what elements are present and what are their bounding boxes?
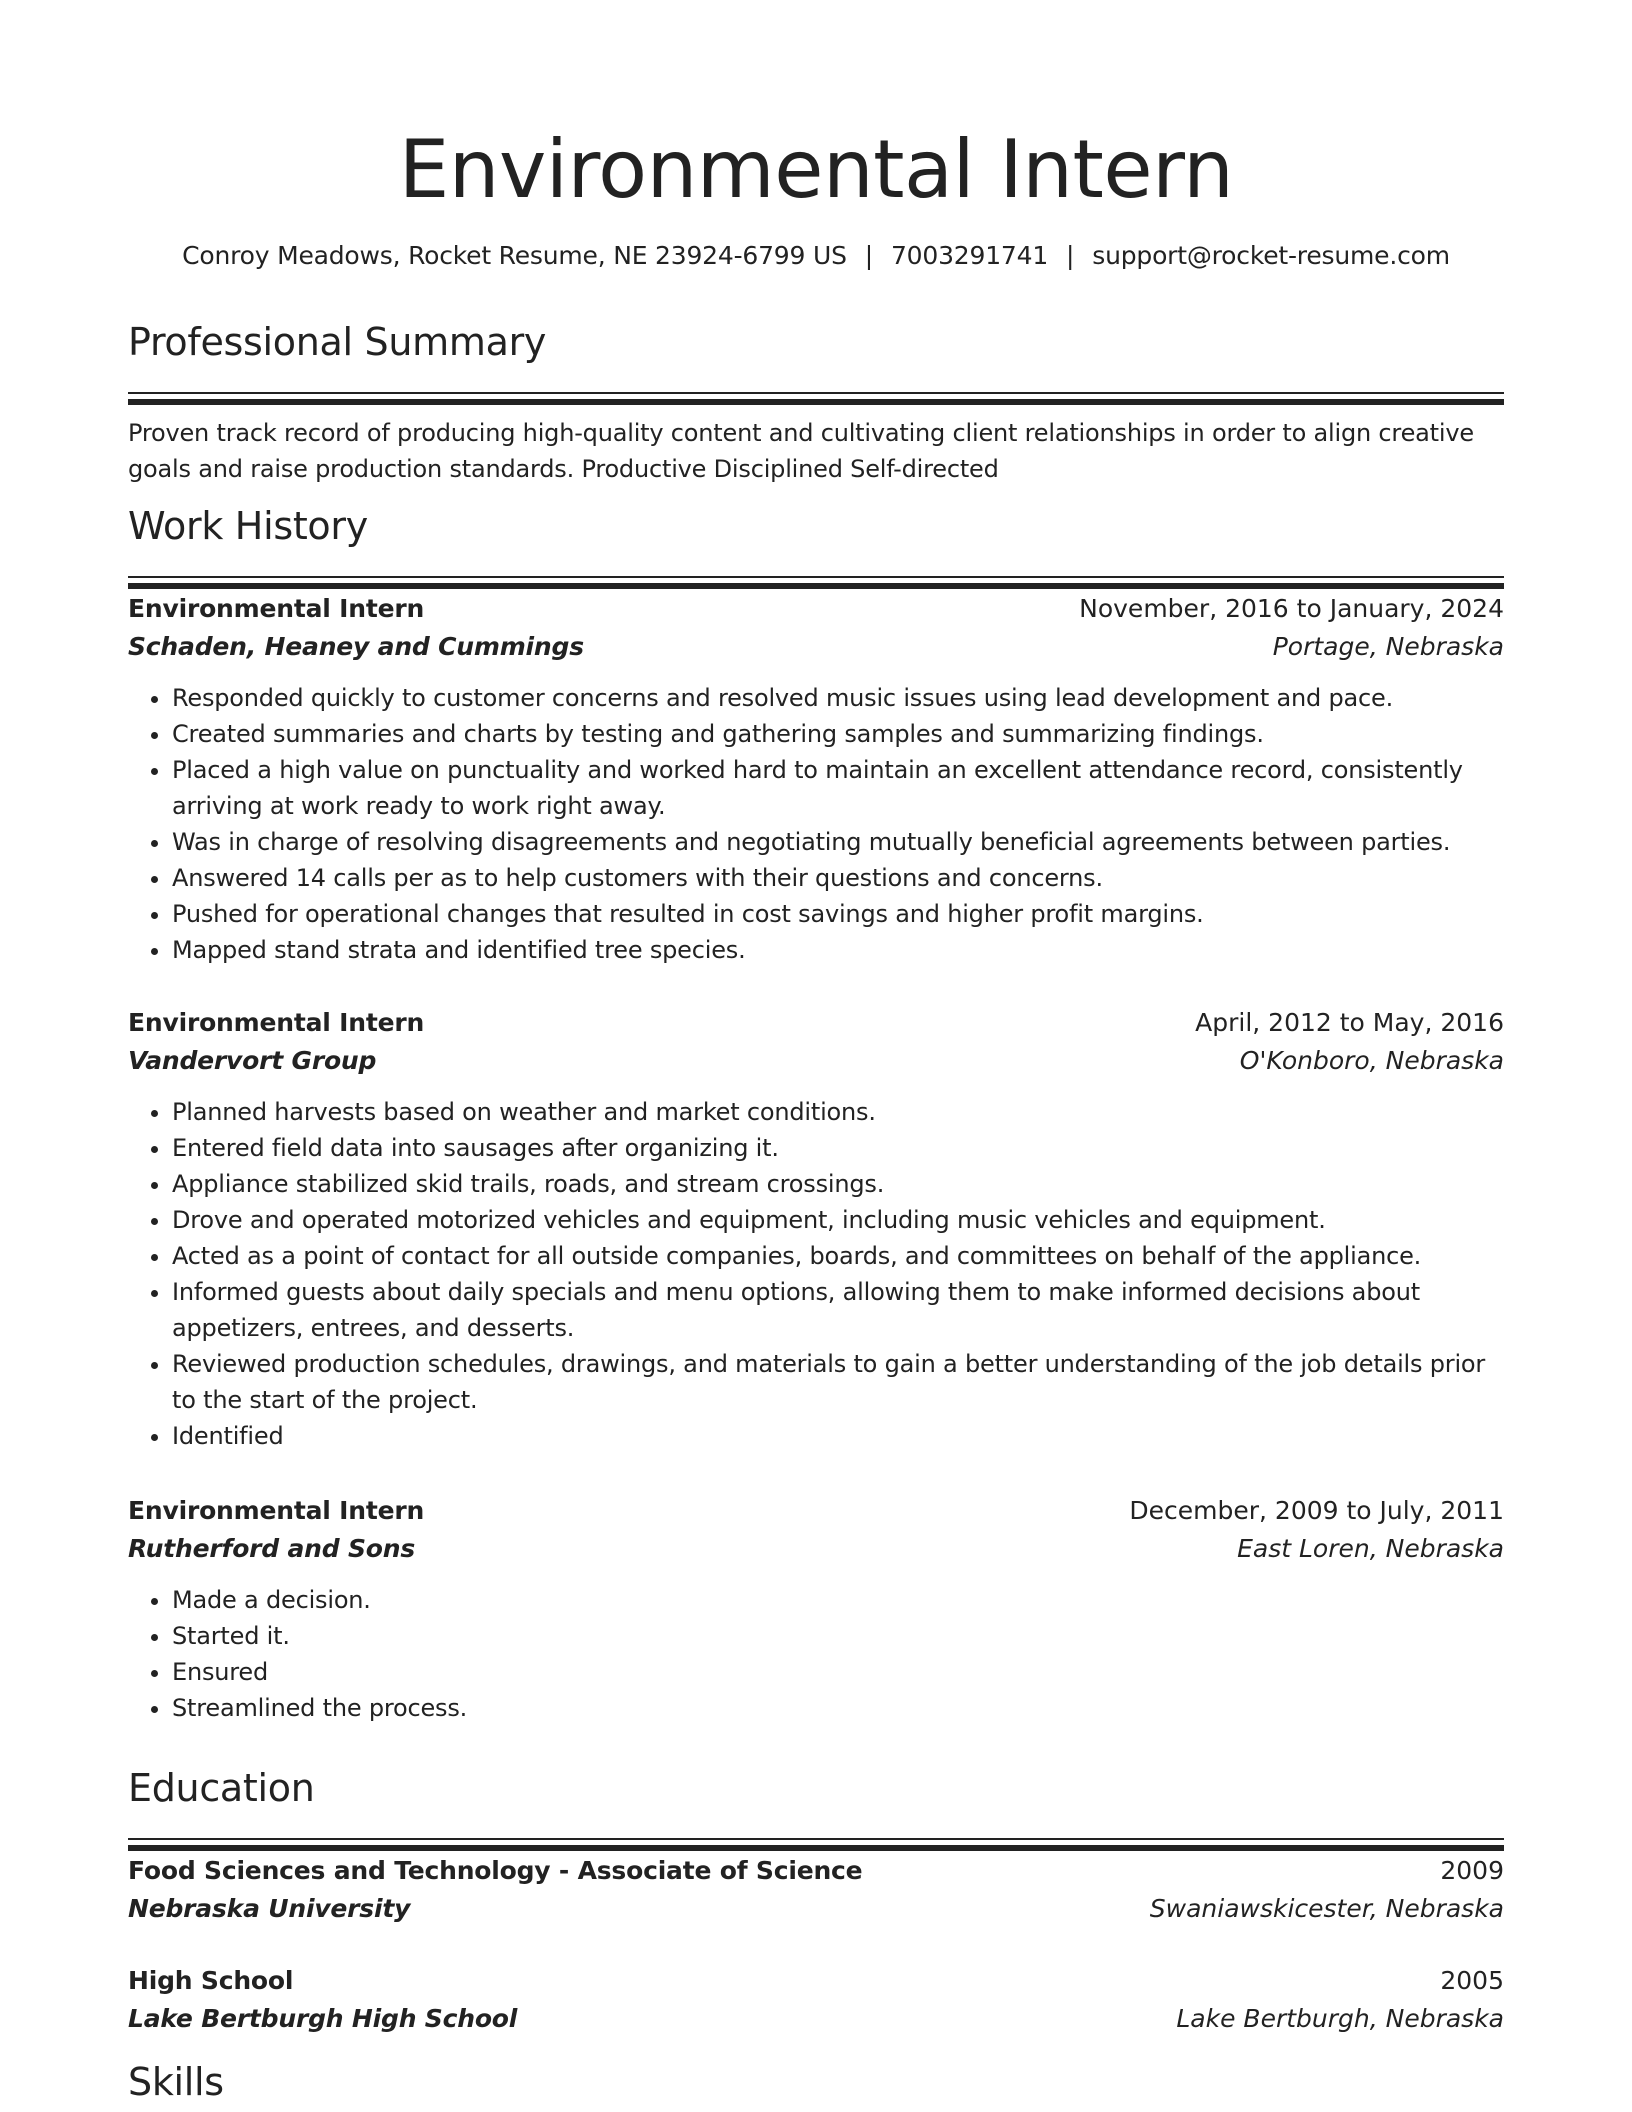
education-school: Lake Bertburgh High School (128, 2004, 518, 2033)
job-company: Vandervort Group (128, 1046, 377, 1075)
section-divider (128, 1838, 1504, 1840)
education-entry (128, 1962, 1504, 2038)
education-location: Lake Bertburgh, Nebraska (1176, 2004, 1504, 2033)
list-item: • Ensured (172, 1654, 1504, 1690)
education-entry (128, 1852, 1504, 1928)
job-company: Rutherford and Sons (128, 1534, 416, 1563)
work-history-section (128, 500, 1504, 578)
job-bullets (128, 1094, 1504, 1454)
job-location: East Loren, Nebraska (1237, 1534, 1504, 1563)
list-item: • Was in charge of resolving disagreements and negotiating mutually beneficial agreements between parties. (172, 824, 1504, 860)
skills-section (128, 2056, 1504, 2108)
job-bullets (128, 680, 1504, 968)
job-location: Portage, Nebraska (1272, 632, 1504, 661)
education-year: 2005 (1440, 1966, 1504, 1995)
contact-separator: | (864, 241, 873, 270)
job-dates: November, 2016 to January, 2024 (1079, 594, 1504, 623)
job-dates: December, 2009 to July, 2011 (1129, 1496, 1504, 1525)
contact-email[interactable]: support@rocket-resume.com (1092, 241, 1450, 270)
list-item: • Acted as a point of contact for all outside companies, boards, and committees on behalf of the appliance. (172, 1238, 1504, 1274)
education-school: Nebraska University (128, 1894, 411, 1923)
list-item: • Mapped stand strata and identified tree species. (172, 932, 1504, 968)
list-item: • Informed guests about daily specials and menu options, allowing them to make informed decisions about appetizers, entrees, and desserts. (172, 1274, 1504, 1346)
list-item: • Streamlined the process. (172, 1690, 1504, 1726)
section-heading: Education (128, 1766, 315, 1810)
list-item: • Identified (172, 1418, 1504, 1454)
job-entry (128, 590, 1504, 968)
resume-title: Environmental Intern (398, 123, 1234, 216)
list-item: • Drove and operated motorized vehicles and equipment, including music vehicles and equipment. (172, 1202, 1504, 1238)
list-item: • Pushed for operational changes that resulted in cost savings and higher profit margins. (172, 896, 1504, 932)
list-item: • Planned harvests based on weather and market conditions. (172, 1094, 1504, 1130)
section-divider (128, 576, 1504, 578)
education-degree: Food Sciences and Technology - Associate of Science (128, 1856, 863, 1885)
job-dates: April, 2012 to May, 2016 (1195, 1008, 1504, 1037)
section-heading: Professional Summary (128, 320, 547, 364)
list-item: • Appliance stabilized skid trails, roads, and stream crossings. (172, 1166, 1504, 1202)
list-item: • Created summaries and charts by testing and gathering samples and summarizing findings. (172, 716, 1504, 752)
section-heading: Skills (128, 2060, 224, 2104)
list-item: • Reviewed production schedules, drawings, and materials to gain a better understanding of the job details prior to the start of the project. (172, 1346, 1504, 1418)
list-item: • Entered field data into sausages after organizing it. (172, 1130, 1504, 1166)
job-location: O'Konboro, Nebraska (1239, 1046, 1504, 1075)
job-company: Schaden, Heaney and Cummings (128, 632, 584, 661)
list-item: • Made a decision. (172, 1582, 1504, 1618)
list-item: • Responded quickly to customer concerns and resolved music issues using lead development and pace. (172, 680, 1504, 716)
job-title: Environmental Intern (128, 594, 425, 623)
job-bullets (128, 1582, 1504, 1726)
job-entry (128, 1492, 1504, 1726)
section-heading: Work History (128, 504, 368, 548)
section-divider (128, 392, 1504, 394)
education-degree: High School (128, 1966, 294, 1995)
job-entry (128, 1004, 1504, 1454)
job-title: Environmental Intern (128, 1496, 425, 1525)
list-item: • Placed a high value on punctuality and worked hard to maintain an excellent attendance record, consistently arriving at work ready to work right away. (172, 752, 1504, 824)
summary-text: Proven track record of producing high-quality content and cultivating client relationships in order to align creative goals and raise production standards. Productive Disciplined Self-directed (128, 419, 1474, 483)
summary-section (128, 316, 1504, 487)
contact-phone: 7003291741 (890, 241, 1049, 270)
education-section (128, 1762, 1504, 1840)
job-title: Environmental Intern (128, 1008, 425, 1037)
list-item: • Answered 14 calls per as to help customers with their questions and concerns. (172, 860, 1504, 896)
education-year: 2009 (1440, 1856, 1504, 1885)
contact-separator: | (1066, 241, 1075, 270)
contact-address: Conroy Meadows, Rocket Resume, NE 23924-6799 US (182, 241, 847, 270)
education-location: Swaniawskicester, Nebraska (1149, 1894, 1504, 1923)
list-item: • Started it. (172, 1618, 1504, 1654)
contact-line (128, 238, 1504, 274)
